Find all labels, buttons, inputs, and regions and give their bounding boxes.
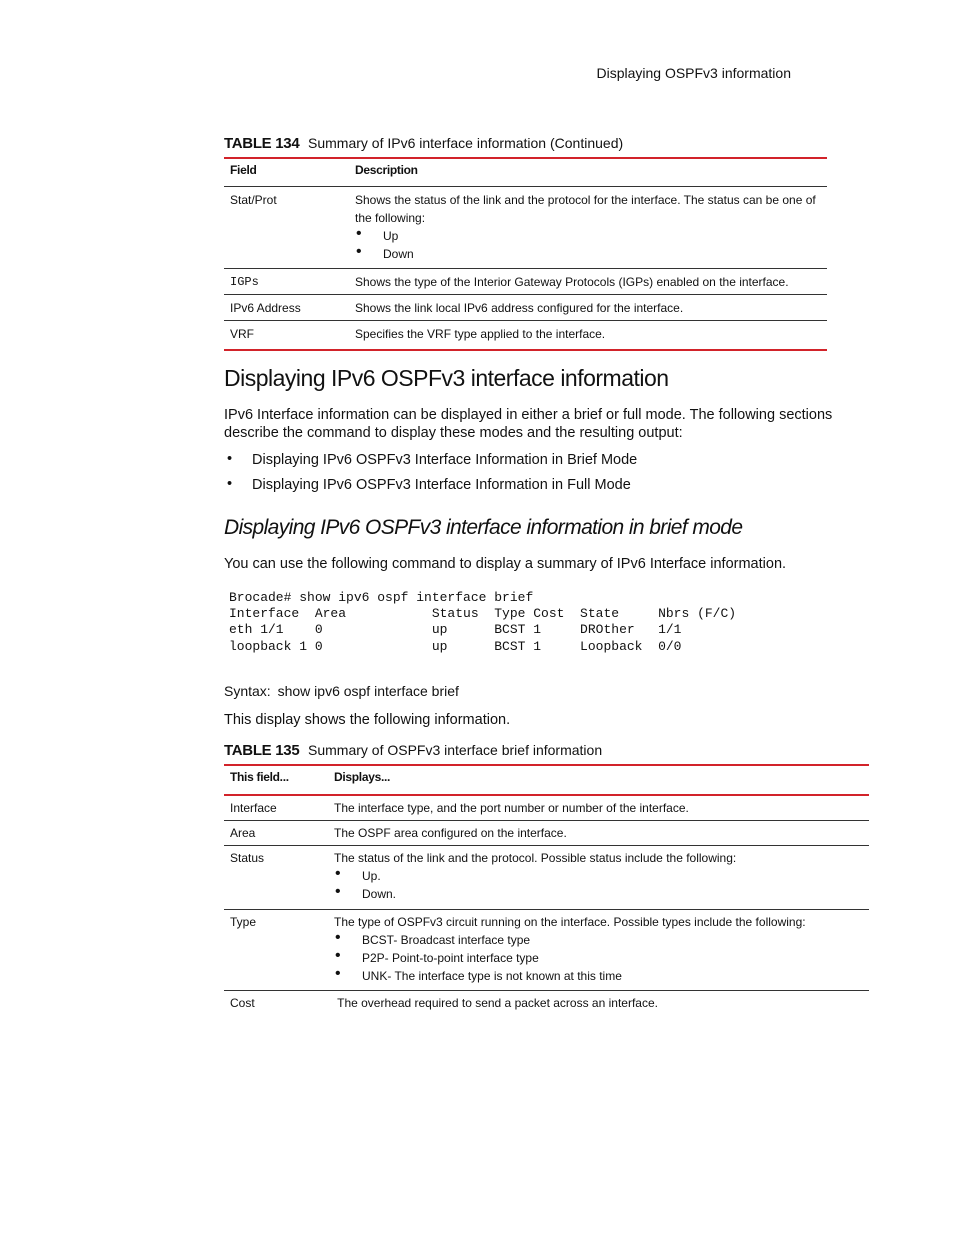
column-header-field: Field — [230, 163, 257, 177]
table-label: TABLE 135 — [224, 742, 300, 759]
table-row — [224, 187, 827, 269]
table-row — [224, 269, 827, 295]
cell-field: Stat/Prot — [230, 193, 277, 207]
cell-field: VRF — [230, 327, 254, 341]
cell-description — [349, 187, 827, 269]
table-row — [224, 321, 827, 351]
list-item: • Up — [355, 227, 817, 245]
cell-description: The OSPF area configured on the interface. — [334, 826, 567, 840]
table-row — [224, 295, 827, 321]
table-row — [224, 910, 869, 991]
table-header-row — [224, 158, 827, 187]
cell-field: Interface — [230, 801, 277, 815]
table-label: TABLE 134 — [224, 135, 300, 152]
table-header-row — [224, 765, 869, 795]
syntax-line — [224, 683, 459, 699]
section-intro: IPv6 Interface information can be displayed in either a brief or full mode. The following sections describe the command to display these modes and the resulting output: — [224, 407, 833, 441]
table-caption-text: Summary of OSPFv3 interface brief information — [308, 742, 603, 758]
list-item: • Displaying IPv6 OSPFv3 Interface Information in Full Mode — [224, 477, 637, 502]
cell-field: IGPs — [230, 275, 259, 289]
cell-field: Area — [230, 826, 256, 840]
cell-description: The overhead required to send a packet across an interface. — [334, 996, 658, 1010]
cell-description: Shows the link local IPv6 address configured for the interface. — [355, 301, 684, 315]
code-block: Brocade# show ipv6 ospf interface brief Interface Area Status Type Cost State Nbrs (F/C) eth 1/1 0 up BCST 1 DROther 1/1 loopback 1 0 up BCST 1 Loopback 0/0 — [229, 590, 737, 654]
description-text: Shows the status of the link and the protocol for the interface. The status can be one of the following: — [355, 193, 816, 225]
cell-description: Specifies the VRF type applied to the interface. — [355, 327, 606, 341]
list-item: • Up. — [334, 867, 869, 885]
table-row — [224, 846, 869, 910]
table-caption-text: Summary of IPv6 interface information (Continued) — [308, 135, 624, 151]
table-134-caption — [224, 135, 623, 152]
list-item: • UNK- The interface type is not known at this time — [334, 967, 869, 985]
list-item: • Displaying IPv6 OSPFv3 Interface Information in Brief Mode — [224, 452, 637, 477]
list-item: • BCST- Broadcast interface type — [334, 931, 869, 949]
column-header-displays: Displays... — [334, 770, 391, 784]
subsection-intro: You can use the following command to display a summary of IPv6 Interface information. — [224, 556, 787, 572]
table-135 — [224, 764, 869, 1015]
syntax-label: Syntax: — [224, 683, 271, 699]
table-135-caption — [224, 742, 602, 759]
column-header-field: This field... — [230, 770, 289, 784]
cell-field: Status — [230, 851, 265, 865]
cell-description — [328, 846, 869, 910]
cell-description: The interface type, and the port number or number of the interface. — [334, 801, 689, 815]
cell-description — [328, 910, 869, 991]
column-header-description: Description — [355, 163, 418, 177]
table-row — [224, 795, 869, 821]
syntax-command: show ipv6 ospf interface brief — [277, 683, 459, 699]
bullet-list — [334, 931, 869, 985]
display-note: This display shows the following information. — [224, 712, 511, 728]
bullet-list — [334, 867, 869, 903]
description-text: The status of the link and the protocol. Possible status include the following: — [334, 851, 737, 865]
section-bullet-list — [224, 452, 637, 502]
section-heading: Displaying IPv6 OSPFv3 interface information — [224, 365, 669, 391]
bullet-list — [355, 227, 817, 263]
subsection-heading: Displaying IPv6 OSPFv3 interface information in brief mode — [224, 516, 743, 539]
list-item: • Down — [355, 245, 817, 263]
cell-field: Cost — [230, 996, 255, 1010]
cell-field: IPv6 Address — [230, 301, 301, 315]
table-row — [224, 991, 869, 1016]
table-134 — [224, 157, 827, 351]
cell-description: Shows the type of the Interior Gateway Protocols (IGPs) enabled on the interface. — [355, 275, 789, 289]
table-row — [224, 821, 869, 846]
description-text: The type of OSPFv3 circuit running on the interface. Possible types include the following: — [334, 915, 806, 929]
list-item: • P2P- Point-to-point interface type — [334, 949, 869, 967]
cell-field: Type — [230, 915, 257, 929]
list-item: • Down. — [334, 885, 869, 903]
running-head: Displaying OSPFv3 information — [596, 65, 791, 81]
